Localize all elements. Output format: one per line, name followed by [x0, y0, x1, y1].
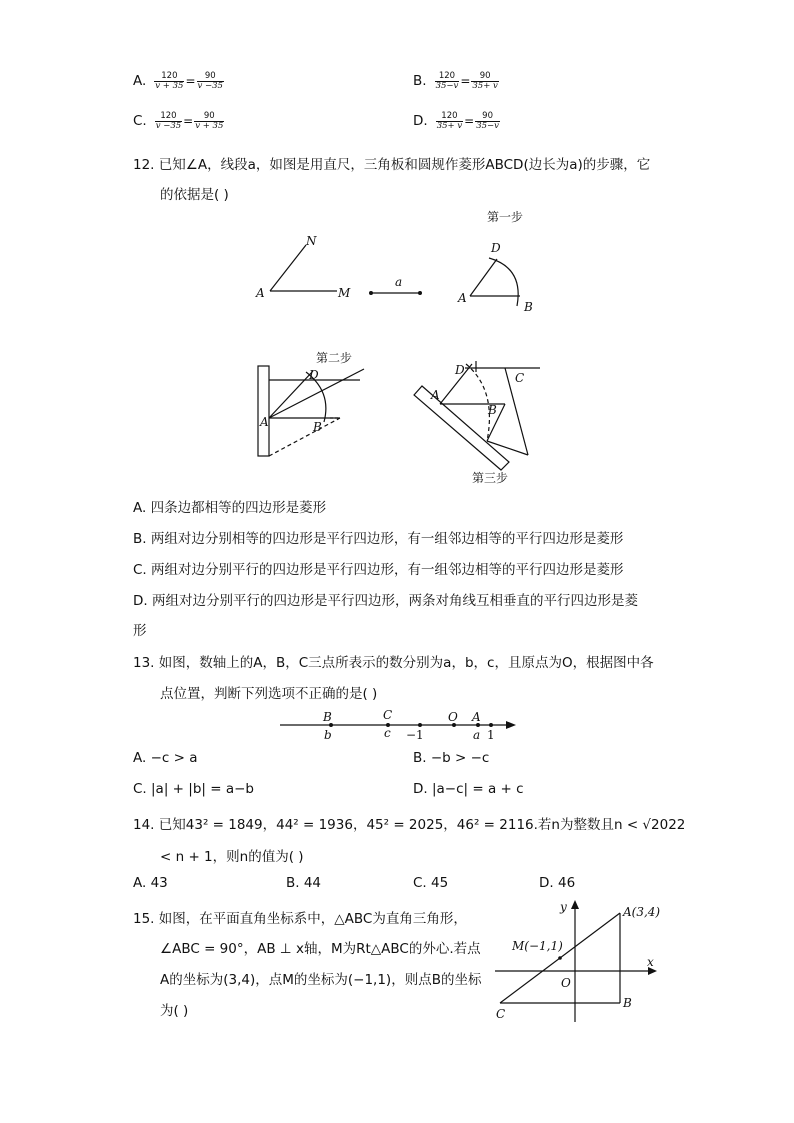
- q13-option-d[interactable]: D. |a−c| = a + c: [413, 781, 524, 797]
- q12-option-c[interactable]: C. 两组对边分别平行的四边形是平行四边形，有一组邻边相等的平行四边形是菱形: [133, 562, 624, 578]
- svg-text:B: B: [524, 300, 533, 314]
- svg-text:A(3,4): A(3,4): [623, 905, 661, 919]
- step1-label: 第一步: [487, 210, 524, 224]
- svg-text:x: x: [647, 955, 654, 969]
- q15-stem-line1: 15. 如图，在平面直角坐标系中，△ABC为直角三角形，: [133, 911, 467, 927]
- svg-text:1: 1: [487, 728, 495, 742]
- svg-text:C: C: [515, 371, 525, 385]
- q13-number-line: [275, 706, 525, 742]
- q15-stem-line3: A的坐标为(3,4)，点M的坐标为(−1,1)，则点B的坐标: [160, 972, 482, 988]
- svg-text:a: a: [473, 728, 481, 742]
- label-n: N: [306, 234, 317, 248]
- step2-label: 第二步: [316, 351, 353, 365]
- q13-stem-line1: 13. 如图，数轴上的A，B，C三点所表示的数分别为a，b，c，且原点为O，根据图中各: [133, 655, 654, 671]
- q11-option-d[interactable]: D. $\frac{120}{35+ v}$ = $\frac{90}{35-v}$: [413, 111, 499, 131]
- svg-text:D: D: [491, 241, 501, 255]
- svg-text:M(−1,1): M(−1,1): [512, 939, 563, 953]
- q12-stem-line2: 的依据是( ): [160, 187, 229, 203]
- svg-text:C: C: [496, 1007, 506, 1021]
- svg-text:y: y: [560, 900, 567, 914]
- q11-option-b[interactable]: B. $\frac{120}{35-v}$ = $\frac{90}{35+ v}$: [413, 71, 498, 91]
- svg-text:O: O: [448, 710, 458, 724]
- q14-option-a[interactable]: A. 43: [133, 875, 168, 891]
- q13-option-c[interactable]: C. |a| + |b| = a−b: [133, 781, 254, 797]
- q12-option-d[interactable]: D. 两组对边分别平行的四边形是平行四边形，两条对角线互相垂直的平行四边形是菱: [133, 593, 638, 609]
- svg-text:c: c: [384, 726, 391, 740]
- svg-text:−1: −1: [406, 728, 424, 742]
- q15-coordinate-figure: [490, 895, 670, 1027]
- svg-text:D: D: [455, 363, 465, 377]
- q12-option-d-cont: 形: [133, 623, 147, 639]
- q12-stem-line1: 12. 已知∠A，线段a，如图是用直尺，三角板和圆规作菱形ABCD(边长为a)的步骤，它: [133, 157, 651, 173]
- option-label: A.: [133, 73, 147, 90]
- q11-option-c[interactable]: C. $\frac{120}{v -35}$ = $\frac{90}{v + 35}$: [133, 111, 224, 131]
- svg-text:B: B: [488, 403, 497, 417]
- q13-option-a[interactable]: A. −c > a: [133, 750, 198, 766]
- q13-option-b[interactable]: B. −b > −c: [413, 750, 490, 766]
- ray-an: [270, 245, 306, 291]
- svg-text:A: A: [431, 388, 440, 402]
- q11-option-a[interactable]: A. $\frac{120}{v + 35}$ = $\frac{90}{v -35}$: [133, 71, 223, 91]
- q14-stem-line2: < n + 1，则n的值为( ): [160, 849, 304, 865]
- q14-option-b[interactable]: B. 44: [286, 875, 322, 891]
- svg-text:A: A: [256, 286, 265, 300]
- svg-text:B: B: [323, 710, 332, 724]
- q12-option-b[interactable]: B. 两组对边分别相等的四边形是平行四边形，有一组邻边相等的平行四边形是菱形: [133, 531, 624, 547]
- svg-text:B: B: [313, 420, 322, 434]
- q14-stem-line1: 14. 已知43² = 1849，44² = 1936，45² = 2025，46² = 2116.若n为整数且n < √2022: [133, 817, 686, 833]
- svg-text:B: B: [623, 996, 632, 1010]
- svg-text:D: D: [309, 368, 319, 382]
- q15-stem-line4: 为( ): [160, 1003, 189, 1019]
- fraction: $\frac{120}{v + 35}$: [155, 71, 184, 91]
- svg-text:A: A: [458, 291, 467, 305]
- svg-text:b: b: [324, 728, 332, 742]
- svg-text:a: a: [395, 275, 403, 289]
- q15-stem-line2: ∠ABC = 90°，AB ⊥ x轴，M为Rt△ABC的外心.若点: [160, 941, 481, 957]
- q14-option-c[interactable]: C. 45: [413, 875, 449, 891]
- q12-option-a[interactable]: A. 四条边都相等的四边形是菱形: [133, 500, 327, 516]
- q13-stem-line2: 点位置，判断下列选项不正确的是( ): [160, 686, 378, 702]
- svg-text:M: M: [338, 286, 351, 300]
- svg-text:A: A: [472, 710, 481, 724]
- q14-option-d[interactable]: D. 46: [539, 875, 576, 891]
- step3-label: 第三步: [472, 471, 509, 485]
- svg-text:C: C: [383, 708, 393, 722]
- q12-construction-figure: [240, 205, 560, 490]
- svg-text:O: O: [561, 976, 571, 990]
- fraction: $\frac{90}{v -35}$: [197, 71, 223, 91]
- svg-text:A: A: [260, 415, 269, 429]
